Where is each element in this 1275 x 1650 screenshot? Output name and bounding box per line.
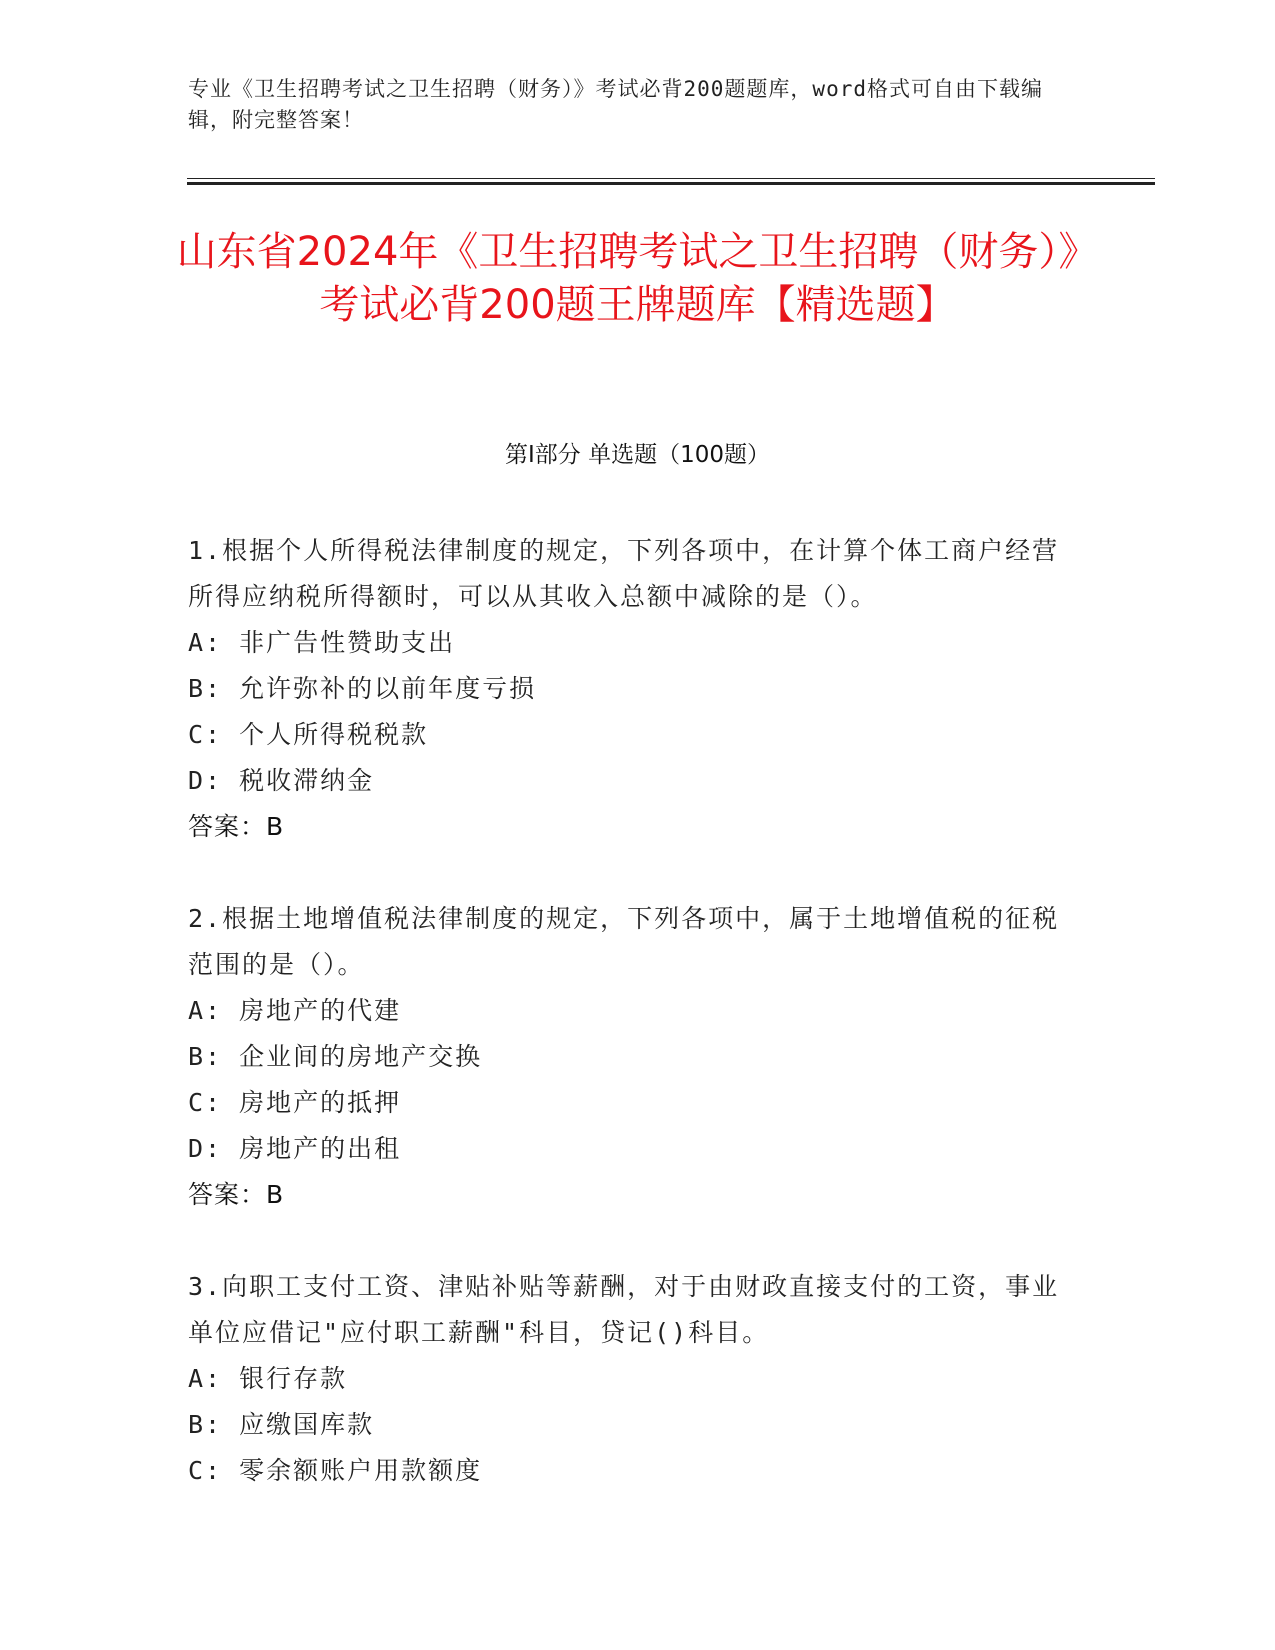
option-b: B: 企业间的房地产交换 [188, 1042, 483, 1071]
question-2 [188, 896, 1068, 1218]
question-stem: 3.向职工支付工资、津贴补贴等薪酬，对于由财政直接支付的工资，事业单位应借记"应付职工薪酬"科目，贷记()科目。 [188, 1272, 1060, 1347]
option-a: A: 房地产的代建 [188, 996, 402, 1025]
header-note: 专业《卫生招聘考试之卫生招聘（财务）》考试必背200题题库，word格式可自由下载编辑，附完整答案！ [188, 77, 1043, 132]
option-d: D: 房地产的出租 [188, 1134, 402, 1163]
question-3 [188, 1264, 1068, 1494]
option-c: C: 零余额账户用款额度 [188, 1456, 483, 1485]
question-stem: 1.根据个人所得税法律制度的规定，下列各项中，在计算个体工商户经营所得应纳税所得额时，可以从其收入总额中减除的是（）。 [188, 536, 1060, 611]
answer-line: 答案：B [188, 1180, 285, 1209]
document-title: 山东省2024年《卫生招聘考试之卫生招聘（财务）》考试必背200题王牌题库【精选题】 [176, 229, 1099, 328]
question-1 [188, 528, 1068, 850]
question-list [188, 528, 1068, 1540]
header-divider-thick [187, 182, 1155, 185]
option-b: B: 允许弥补的以前年度亏损 [188, 674, 537, 703]
option-c: C: 房地产的抵押 [188, 1088, 402, 1117]
option-a: A: 银行存款 [188, 1364, 348, 1393]
option-a: A: 非广告性赞助支出 [188, 628, 456, 657]
answer-line: 答案：B [188, 812, 285, 841]
option-c: C: 个人所得税税款 [188, 720, 429, 749]
header-divider-thin [187, 178, 1155, 179]
option-b: B: 应缴国库款 [188, 1410, 375, 1439]
section-title: 第Ⅰ部分 单选题（100题） [505, 442, 770, 468]
option-d: D: 税收滞纳金 [188, 766, 375, 795]
question-stem: 2.根据土地增值税法律制度的规定，下列各项中，属于土地增值税的征税范围的是（）。 [188, 904, 1060, 979]
